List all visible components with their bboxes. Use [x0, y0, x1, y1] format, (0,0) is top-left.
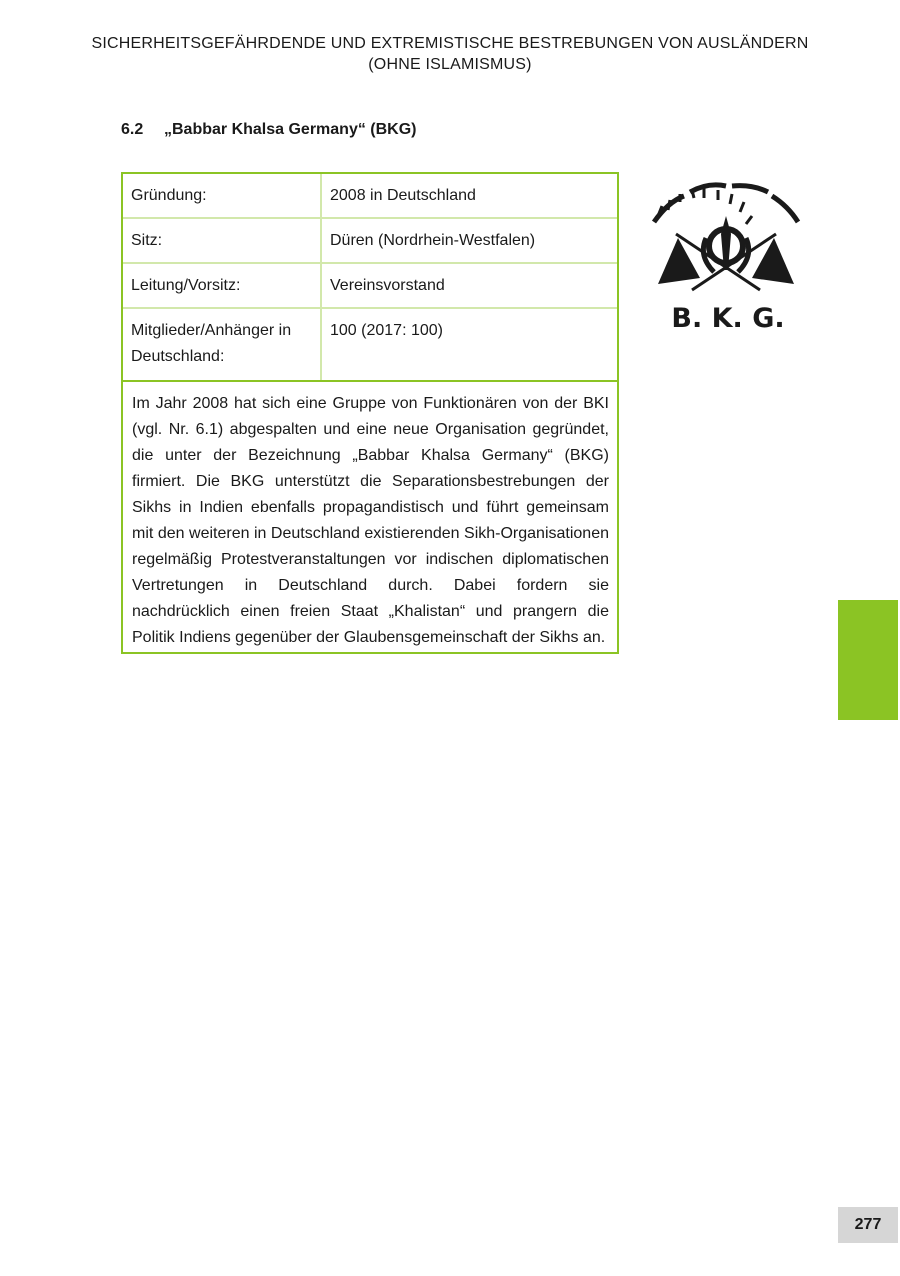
chapter-tab	[838, 600, 898, 720]
logo-khanda-icon	[703, 216, 748, 272]
profile-box	[121, 172, 619, 654]
row-label-members: Mitglieder/Anhänger in Deutschland:	[123, 308, 321, 381]
page-number: 277	[838, 1207, 898, 1243]
logo-text: B. K. G.	[671, 303, 785, 332]
bkg-logo	[648, 172, 804, 332]
section-number: 6.2	[121, 121, 144, 138]
table-row	[123, 218, 617, 263]
section-title: „Babbar Khalsa Germany“ (BKG)	[164, 121, 417, 138]
row-label-founding: Gründung:	[123, 174, 321, 218]
running-header-line-2: (OHNE ISLAMISMUS)	[368, 56, 532, 73]
row-label-leadership: Leitung/Vorsitz:	[123, 263, 321, 308]
table-row	[123, 263, 617, 308]
running-header-line-1: SICHERHEITSGEFÄHRDENDE UND EXTREMISTISCHE BESTREBUNGEN VON AUSLÄNDERN	[91, 35, 809, 52]
section-heading	[121, 121, 417, 139]
row-value-members: 100 (2017: 100)	[321, 308, 617, 381]
profile-table	[123, 174, 617, 382]
row-value-seat: Düren (Nordrhein-Westfalen)	[321, 218, 617, 263]
table-row	[123, 308, 617, 381]
row-value-founding: 2008 in Deutschland	[321, 174, 617, 218]
table-row	[123, 174, 617, 218]
row-value-leadership: Vereinsvorstand	[321, 263, 617, 308]
description-text: Im Jahr 2008 hat sich eine Gruppe von Funktionären von der BKI (vgl. Nr. 6.1) abgespalten und eine neue Organisation gegründet, die unter der Bezeichnung „Babbar Khalsa Germany“ (BKG) firmiert. Die BKG unterstützt die Separationsbestrebungen der Sikhs in Indien ebenfalls propagandistisch und führt gemeinsam mit den weiteren in Deutschland existierenden Sikh-Organisationen regelmäßig Protestveranstaltungen vor indischen diplomatischen Vertretungen in Deutschland durch. Dabei fordern sie nachdrücklich einen freien Staat „Khalistan“ und prangern die Politik Indiens gegenüber der Glaubensgemeinschaft der Sikhs an.	[132, 395, 609, 646]
row-label-seat: Sitz:	[123, 218, 321, 263]
running-header	[0, 33, 900, 75]
